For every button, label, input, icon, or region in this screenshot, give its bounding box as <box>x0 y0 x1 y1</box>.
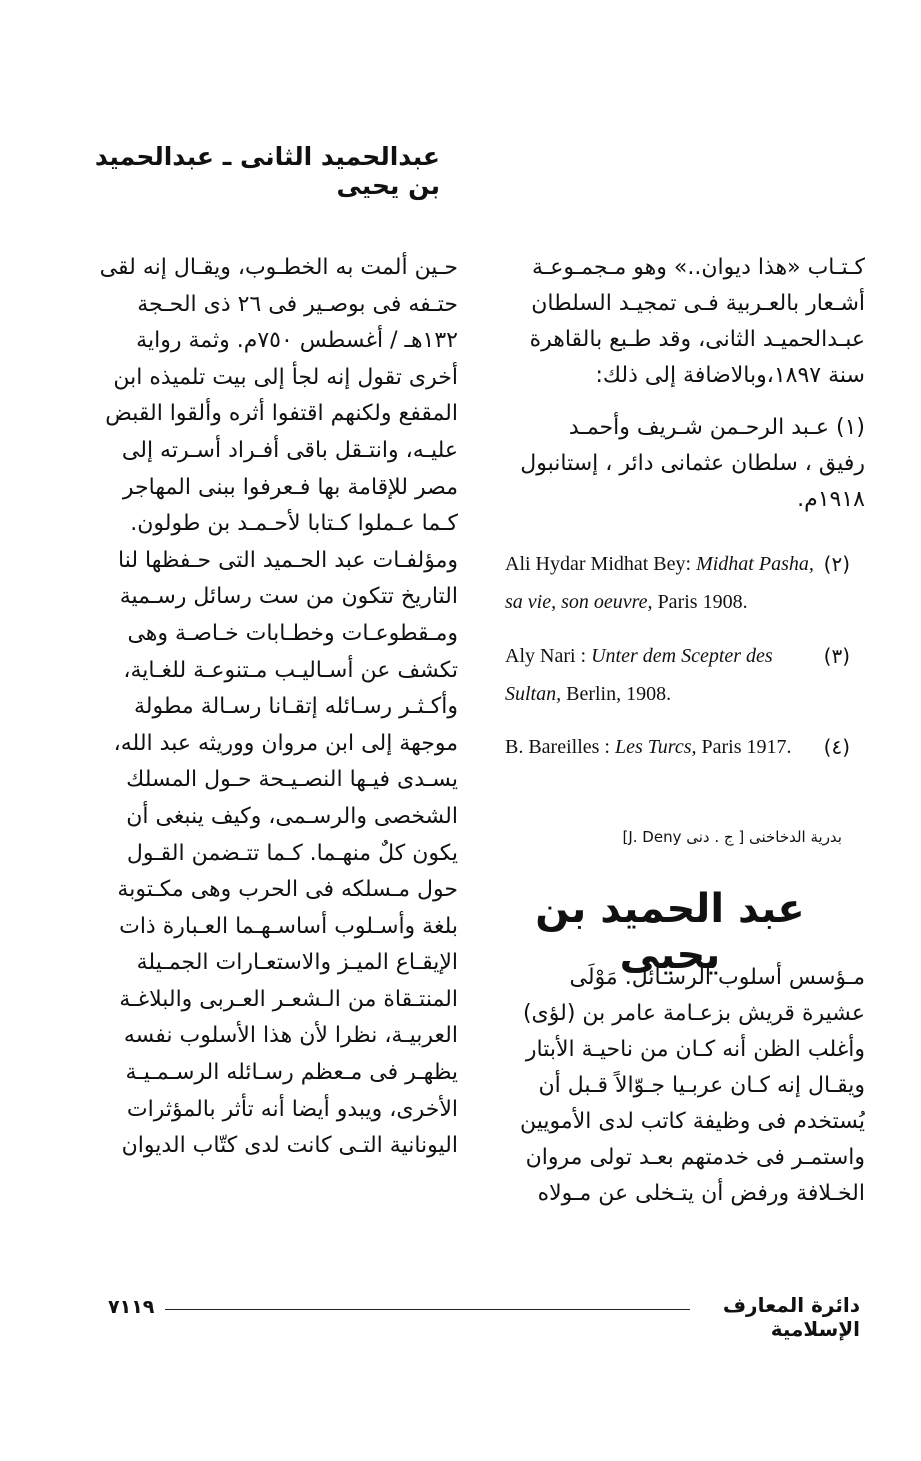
text-line: تكشف عن أسـاليـب مـتنوعـة للغـاية، <box>123 657 458 683</box>
article-title: عبد الحميد بن يحيى <box>535 886 805 978</box>
text-line: المقفع ولكنهم اقتفوا أثره وألقوا القبض <box>105 401 458 427</box>
text-line: حول مـسلكه فى الحرب وهى مكـتوبة <box>117 877 458 903</box>
text-line: ومؤلفـات عبد الحـميد التى حـفظها لنا <box>117 547 458 573</box>
text-line: عليـه، وانتـقل باقى أفـراد أسـرته إلى <box>121 437 458 463</box>
author-signature: بدرية الدخاخنى [ ج . دنى J. Deny] <box>622 828 842 846</box>
text-line: الإيقـاع الميـز والاستعـارات الجمـيلة <box>136 950 458 976</box>
text-line: بلغة وأسـلوب أساسـهـما العـبارة ذات <box>119 913 458 939</box>
text-line: يسـدى فيـها النصـيـحة حـول المسلك <box>126 767 458 793</box>
footer-rule <box>165 1309 690 1310</box>
footnote-1-line: (١) عـبد الرحـمن شـريف وأحمـد <box>568 415 865 440</box>
right-column-top <box>505 250 865 518</box>
text-line: عبـدالحميـد الثانى، وقد طـبع بالقاهرة <box>529 327 865 352</box>
text-line: يظهـر فى مـعظم رسـائله الرسـمـيـة <box>125 1060 458 1086</box>
text-line: كـما عـملوا كـتابا لأحـمـد بن طولون. <box>130 511 458 537</box>
footnote-1-line: ١٩١٨م. <box>797 487 865 512</box>
footnote-4 <box>505 728 850 766</box>
footnote-title: Midhat Pasha, sa vie, son oeuvre, <box>505 553 814 613</box>
footnote-author: Ali Hydar Midhat Bey: <box>505 553 692 575</box>
text-line: يُستخدم فى وظيفة كاتب لدى الأمويين <box>520 1109 865 1134</box>
text-line: وأكـثـر رسـائله إتقـانا رسـالة مطولة <box>134 694 458 720</box>
text-line: سنة ١٨٩٧،وبالاضافة إلى ذلك: <box>595 363 865 388</box>
right-column-bottom <box>505 960 865 1212</box>
footnote-author: B. Bareilles : <box>505 736 610 758</box>
footnote-place: Paris 1917. <box>701 736 792 758</box>
text-line: مصر للإقامة بها فـعرفوا ببنى المهاجر <box>122 474 458 500</box>
text-line: يكون كلٌ منهـما. كـما تتـضمن القـول <box>126 840 458 866</box>
text-line: اليونانية التـى كانت لدى كتّاب الديوان <box>121 1133 458 1159</box>
publication-name: دائرة المعارف الإسلامية <box>722 1293 860 1341</box>
footnote-number: (٣) <box>823 644 850 668</box>
footnote-author: Aly Nari : <box>505 645 587 667</box>
text-line: ومـقطوعـات وخطـابات خـاصـة وهى <box>127 620 458 646</box>
text-line: كـتـاب «هذا ديوان..» وهو مـجمـوعـة <box>531 255 865 280</box>
text-line: المنتـقاة من الـشعـر العـربى والبلاغـة <box>119 986 458 1012</box>
left-column <box>100 250 458 1165</box>
page-number: ٧١١٩ <box>108 1296 155 1318</box>
text-line: حـين ألمت به الخطـوب، ويقـال إنه لقى <box>100 255 458 280</box>
text-line: ويقـال إنه كـان عربـيا جـوّالاً قـبل أن <box>538 1073 865 1098</box>
text-line: واستمـر فى خدمتهم بعـد تولى مروان <box>525 1145 865 1170</box>
running-header: عبدالحميد الثانى ـ عبدالحميد بن يحيى <box>94 142 440 200</box>
footnote-place: Berlin, 1908. <box>566 683 672 705</box>
text-line: وأغلب الظن أنه كـان من ناحيـة الأبتار <box>525 1037 865 1062</box>
footnote-place: Paris 1908. <box>657 591 748 613</box>
text-line: التاريخ تتكون من ست رسائل رسـمية <box>119 584 458 610</box>
text-line: العربيـة، نظرا لأن هذا الأسلوب نفسه <box>123 1023 458 1049</box>
text-line: مـؤسس أسلوب الرسـائل. مَوْلَى <box>569 965 865 990</box>
text-line: ١٣٢هـ / أغسطس ٧٥٠م. وثمة رواية <box>136 328 458 354</box>
text-line: عشيرة قريش بزعـامة عامر بن (لؤى) <box>522 1001 865 1026</box>
footnote-title: Les Turcs, <box>614 736 697 758</box>
footnote-number: (٤) <box>823 735 850 759</box>
text-line: الأخرى، ويبدو أيضا أنه تأثر بالمؤثرات <box>126 1096 458 1122</box>
footnote-2 <box>505 545 850 621</box>
text-line: الخـلافة ورفض أن يتـخلى عن مـولاه <box>537 1181 865 1206</box>
text-line: حتـفه فى بوصـير فى ٢٦ ذى الحـجة <box>137 291 458 317</box>
text-line: أشـعار بالعـربية فـى تمجيـد السلطان <box>531 291 865 316</box>
text-line: أخرى تقول إنه لجأ إلى بيت تلميذه ابن <box>113 364 458 390</box>
text-line: الشخصى والرسـمى، وكيف ينبغى أن <box>126 803 458 829</box>
text-line: موجهة إلى ابن مروان ووريثه عبد الله، <box>113 730 458 756</box>
footnote-3 <box>505 637 850 713</box>
footnote-1-line: رفيق ، سلطان عثمانى دائر ، إستانبول <box>520 451 865 476</box>
footnote-number: (٢) <box>823 552 850 576</box>
footnote-title: Unter dem Scepter des Sultan, <box>505 645 773 705</box>
